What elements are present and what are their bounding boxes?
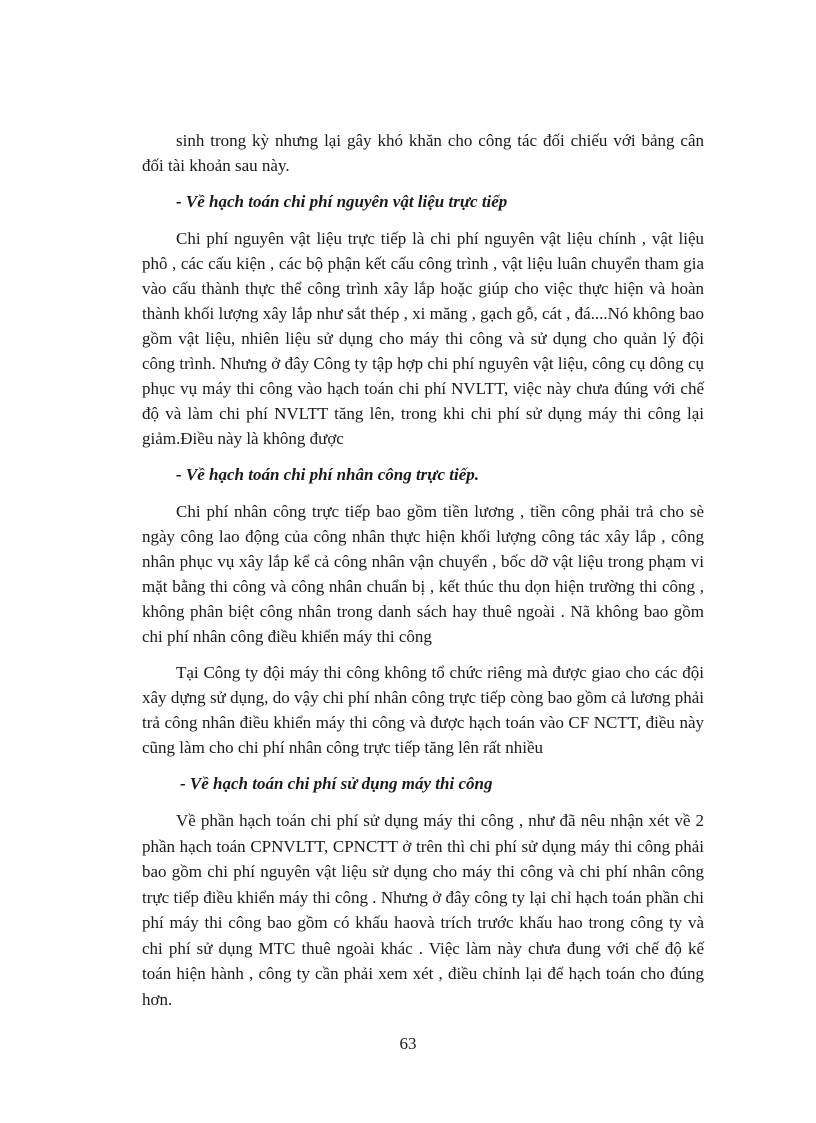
paragraph-company-labor: Tại Công ty đội máy thi công không tổ chức riêng mà được giao cho các đội xây dựng sử dụng, do vậy chi phí nhân công trực tiếp còng bao gồm cả lương phải trả công nhân điều khiển máy thi công và được hạch toán vào CF NCTT, điều này cũng làm cho chi phí nhân công trực tiếp tăng lên rất nhiều bbox=[142, 663, 704, 757]
paragraph-direct-materials: Chi phí nguyên vật liệu trực tiếp là chi phí nguyên vật liệu chính , vật liệu phô , các cấu kiện , các bộ phận kết cấu công trình , vật liệu luân chuyển tham gia vào cấu thành thực thể công trình xây lắp hoặc giúp cho việc thực hiện và hoàn thành khối lượng xây lắp như sắt thép , xi măng , gạch gỗ, cát , đá....Nó không bao gồm vật liệu, nhiên liệu sử dụng cho máy thi công và sử dụng cho quản lý đội công trình. Nhưng ở đây Công ty tập hợp chi phí nguyên vật liệu, công cụ dông cụ phục vụ máy thi công vào hạch toán chi phí NVLTT, việc này chưa đúng với chế độ và làm chi phí NVLTT tăng lên, trong khi chi phí sử dụng máy thi công lại giảm.Điều này là không được bbox=[142, 229, 704, 448]
heading-direct-labor: - Về hạch toán chi phí nhân công trực tiếp. bbox=[176, 465, 480, 484]
paragraph-continuation: sinh trong kỳ nhưng lại gây khó khăn cho công tác đối chiếu với bảng cân đối tài khoản sau này. bbox=[142, 131, 704, 175]
paragraph-machine-costs: Về phần hạch toán chi phí sử dụng máy thi công , như đã nêu nhận xét về 2 phần hạch toán CPNVLTT, CPNCTT ở trên thì chi phí sử dụng máy thi công phải bao gồm chi phí nguyên vật liệu sử dụng cho máy thi công và chi phí nhân công trực tiếp điều khiển máy thi công . Nhưng ở đây công ty lại chỉ hạch toán phần chi phí máy thi công bao gồm có khấu haovà trích trước khấu hao trong công ty và chi phí sử dụng MTC thuê ngoài khác . Việc làm này chưa đung với chế độ kế toán hiện hành , công ty cần phải xem xét , điều chỉnh lại để hạch toán cho đúng hơn. bbox=[142, 811, 704, 1009]
page-number: 63 bbox=[399, 1034, 417, 1053]
heading-machine-costs: - Về hạch toán chi phí sử dụng máy thi công bbox=[180, 774, 493, 793]
heading-direct-materials: - Về hạch toán chi phí nguyên vật liệu trực tiếp bbox=[176, 192, 508, 211]
page-body bbox=[142, 128, 704, 1012]
paragraph-direct-labor: Chi phí nhân công trực tiếp bao gồm tiền lương , tiền công phải trả cho sè ngày công lao động của công nhân thực hiện khối lượng công tác xây lắp , công nhân phục vụ xây lắp kể cả công nhân vận chuyển , bốc dỡ vật liệu trong phạm vi mặt bằng thi công và công nhân chuẩn bị , kết thúc thu dọn hiện trường thi công , không phân biệt công nhân trong danh sách hay thuê ngoài . Nã không bao gồm chi phí nhân công điều khiển máy thi công bbox=[142, 502, 704, 646]
